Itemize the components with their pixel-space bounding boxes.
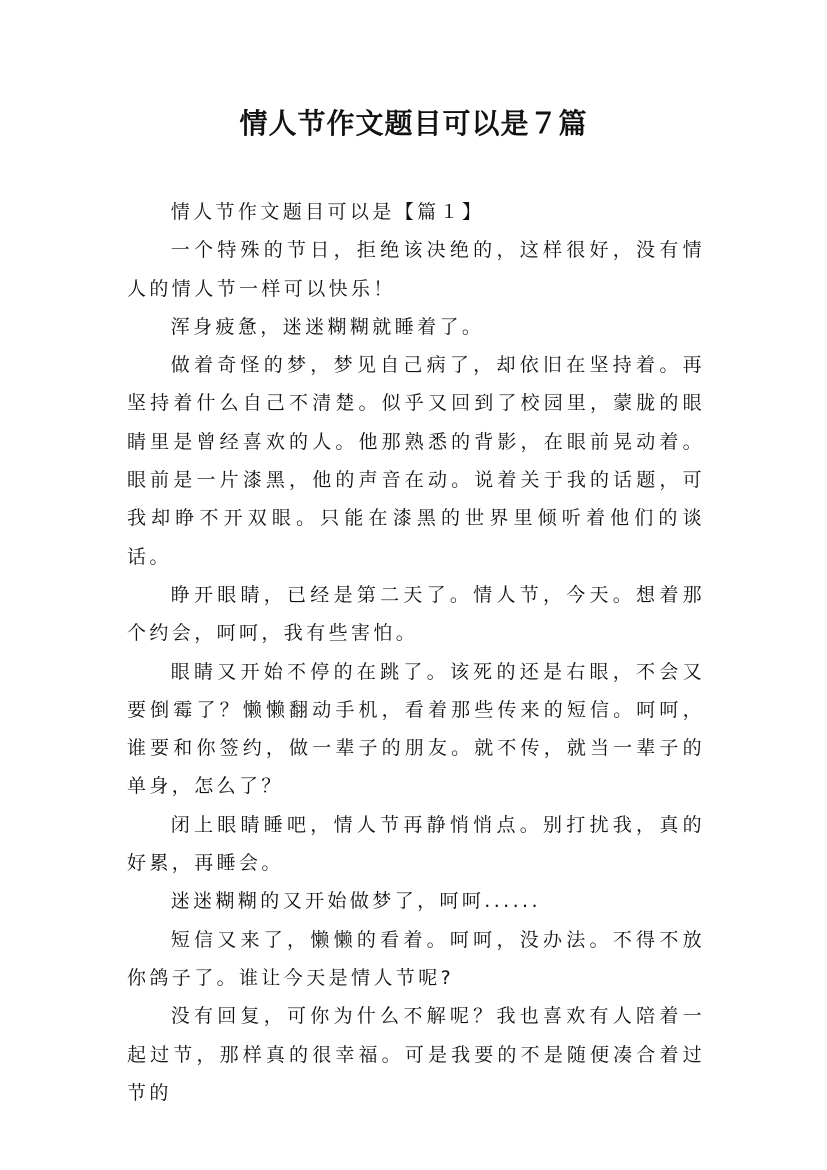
paragraph: 一个特殊的节日，拒绝该决绝的，这样很好，没有情人的情人节一样可以快乐！ [127, 239, 705, 300]
paragraph: 闭上眼睛睡吧，情人节再静悄悄点。别打扰我，真的好累，再睡会。 [127, 813, 705, 875]
paragraph: 眼睛又开始不停的在跳了。该死的还是右眼，不会又要倒霉了？懒懒翻动手机，看着那些传来的短信。呵呵，谁要和你签约，做一辈子的朋友。就不传，就当一辈子的单身，怎么了？ [127, 660, 705, 798]
paragraph: 浑身疲惫，迷迷糊糊就睡着了。 [170, 315, 485, 338]
paragraph: 做着奇怪的梦，梦见自己病了，却依旧在坚持着。再坚持着什么自己不清楚。似乎又回到了校园里，蒙胧的眼睛里是曾经喜欢的人。他那熟悉的背影，在眼前晃动着。眼前是一片漆黑，他的声音在动。说着关于我的话题，可我却睁不开双眼。只能在漆黑的世界里倾听着他们的谈话。 [127, 354, 705, 568]
paragraph: 短信又来了，懒懒的看着。呵呵，没办法。不得不放你鸽子了。谁让今天是情人节呢? [127, 928, 705, 989]
paragraph: 迷迷糊糊的又开始做梦了，呵呵...... [170, 890, 541, 913]
section-heading: 情人节作文题目可以是【篇１】 [170, 201, 485, 223]
document-title: 情人节作文题目可以是７篇 [239, 107, 588, 140]
document-body [127, 193, 705, 1112]
paragraph: 没有回复，可你为什么不解呢？我也喜欢有人陪着一起过节，那样真的很幸福。可是我要的不是随便凑合着过节的 [127, 1005, 705, 1104]
paragraph: 睁开眼睛，已经是第二天了。情人节，今天。想着那个约会，呵呵，我有些害怕。 [127, 583, 705, 645]
